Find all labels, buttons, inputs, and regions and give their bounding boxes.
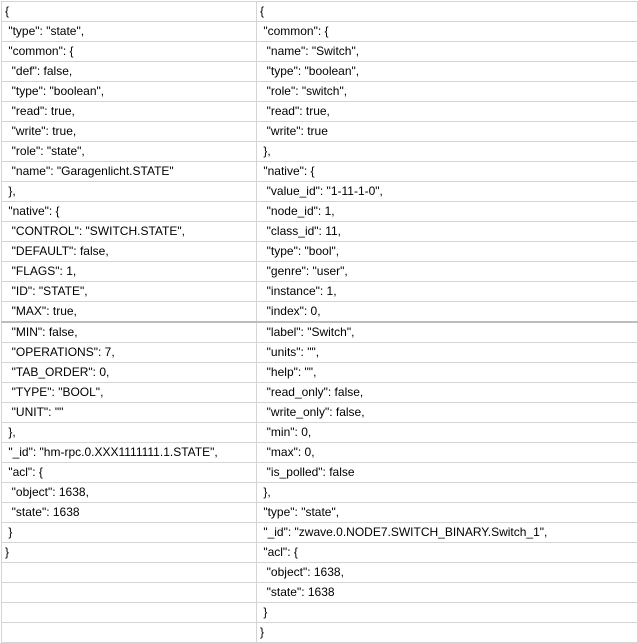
cell-right-column[interactable]: "value_id": "1-11-1-0", [257, 182, 638, 202]
grid-row [2, 423, 638, 443]
spreadsheet-grid [1, 1, 638, 643]
cell-left-column[interactable]: "role": "state", [2, 142, 257, 162]
cell-right-column[interactable]: }, [257, 483, 638, 503]
cell-right-column[interactable]: "label": "Switch", [257, 322, 638, 343]
cell-left-column[interactable]: }, [2, 423, 257, 443]
cell-right-column[interactable]: "class_id": 11, [257, 222, 638, 242]
cell-left-column[interactable]: } [2, 543, 257, 563]
grid-row [2, 543, 638, 563]
grid-row [2, 182, 638, 202]
cell-left-column[interactable]: "TYPE": "BOOL", [2, 383, 257, 403]
grid-row [2, 302, 638, 323]
grid-row [2, 82, 638, 102]
cell-right-column[interactable]: } [257, 623, 638, 643]
grid-row [2, 42, 638, 62]
cell-left-column[interactable]: "def": false, [2, 62, 257, 82]
cell-left-column[interactable] [2, 563, 257, 583]
cell-left-column[interactable]: "TAB_ORDER": 0, [2, 363, 257, 383]
cell-right-column[interactable]: } [257, 603, 638, 623]
cell-left-column[interactable]: "state": 1638 [2, 503, 257, 523]
grid-row [2, 222, 638, 242]
cell-right-column[interactable]: "read_only": false, [257, 383, 638, 403]
cell-right-column[interactable]: "role": "switch", [257, 82, 638, 102]
cell-right-column[interactable]: { [257, 2, 638, 22]
grid-row [2, 162, 638, 182]
grid-row [2, 483, 638, 503]
cell-right-column[interactable]: "common": { [257, 22, 638, 42]
grid-row [2, 403, 638, 423]
cell-left-column[interactable]: "FLAGS": 1, [2, 262, 257, 282]
cell-left-column[interactable]: "name": "Garagenlicht.STATE" [2, 162, 257, 182]
cell-left-column[interactable] [2, 603, 257, 623]
grid-row [2, 262, 638, 282]
cell-left-column[interactable]: { [2, 2, 257, 22]
grid-row [2, 603, 638, 623]
grid-row [2, 282, 638, 302]
cell-left-column[interactable]: "read": true, [2, 102, 257, 122]
cell-left-column[interactable]: "OPERATIONS": 7, [2, 343, 257, 363]
cell-right-column[interactable]: "genre": "user", [257, 262, 638, 282]
grid-row [2, 322, 638, 343]
grid-row [2, 22, 638, 42]
cell-left-column[interactable]: "type": "state", [2, 22, 257, 42]
cell-right-column[interactable]: "node_id": 1, [257, 202, 638, 222]
grid-row [2, 142, 638, 162]
cell-left-column[interactable] [2, 623, 257, 643]
cell-left-column[interactable]: "ID": "STATE", [2, 282, 257, 302]
cell-left-column[interactable]: "acl": { [2, 463, 257, 483]
cell-right-column[interactable]: "name": "Switch", [257, 42, 638, 62]
cell-right-column[interactable]: "type": "bool", [257, 242, 638, 262]
cell-left-column[interactable]: "MIN": false, [2, 322, 257, 343]
grid-row [2, 503, 638, 523]
cell-right-column[interactable]: "state": 1638 [257, 583, 638, 603]
grid-row [2, 383, 638, 403]
grid-row [2, 343, 638, 363]
grid-row [2, 122, 638, 142]
cell-left-column[interactable]: "DEFAULT": false, [2, 242, 257, 262]
grid-row [2, 202, 638, 222]
grid-row [2, 463, 638, 483]
cell-left-column[interactable]: } [2, 523, 257, 543]
cell-right-column[interactable]: "help": "", [257, 363, 638, 383]
cell-left-column[interactable]: "MAX": true, [2, 302, 257, 323]
grid-row [2, 443, 638, 463]
cell-right-column[interactable]: }, [257, 142, 638, 162]
cell-right-column[interactable]: "write": true [257, 122, 638, 142]
grid-row [2, 62, 638, 82]
cell-right-column[interactable]: "write_only": false, [257, 403, 638, 423]
cell-right-column[interactable]: "read": true, [257, 102, 638, 122]
grid-row [2, 623, 638, 643]
cell-right-column[interactable]: "is_polled": false [257, 463, 638, 483]
cell-left-column[interactable]: "type": "boolean", [2, 82, 257, 102]
grid-row [2, 523, 638, 543]
cell-left-column[interactable]: "object": 1638, [2, 483, 257, 503]
grid-row [2, 583, 638, 603]
cell-right-column[interactable]: "_id": "zwave.0.NODE7.SWITCH_BINARY.Switch_1", [257, 523, 638, 543]
cell-right-column[interactable]: "max": 0, [257, 443, 638, 463]
cell-left-column[interactable]: }, [2, 182, 257, 202]
cell-left-column[interactable]: "native": { [2, 202, 257, 222]
cell-right-column[interactable]: "type": "boolean", [257, 62, 638, 82]
cell-right-column[interactable]: "units": "", [257, 343, 638, 363]
cell-left-column[interactable] [2, 583, 257, 603]
grid-row [2, 563, 638, 583]
grid-row [2, 102, 638, 122]
grid-row [2, 2, 638, 22]
grid-row [2, 242, 638, 262]
cell-right-column[interactable]: "type": "state", [257, 503, 638, 523]
cell-right-column[interactable]: "min": 0, [257, 423, 638, 443]
cell-right-column[interactable]: "index": 0, [257, 302, 638, 323]
cell-right-column[interactable]: "object": 1638, [257, 563, 638, 583]
cell-left-column[interactable]: "write": true, [2, 122, 257, 142]
grid-row [2, 363, 638, 383]
cell-left-column[interactable]: "_id": "hm-rpc.0.XXX1111111.1.STATE", [2, 443, 257, 463]
grid-body [2, 2, 638, 643]
cell-right-column[interactable]: "instance": 1, [257, 282, 638, 302]
cell-left-column[interactable]: "UNIT": "" [2, 403, 257, 423]
cell-left-column[interactable]: "CONTROL": "SWITCH.STATE", [2, 222, 257, 242]
cell-right-column[interactable]: "acl": { [257, 543, 638, 563]
cell-left-column[interactable]: "common": { [2, 42, 257, 62]
cell-right-column[interactable]: "native": { [257, 162, 638, 182]
